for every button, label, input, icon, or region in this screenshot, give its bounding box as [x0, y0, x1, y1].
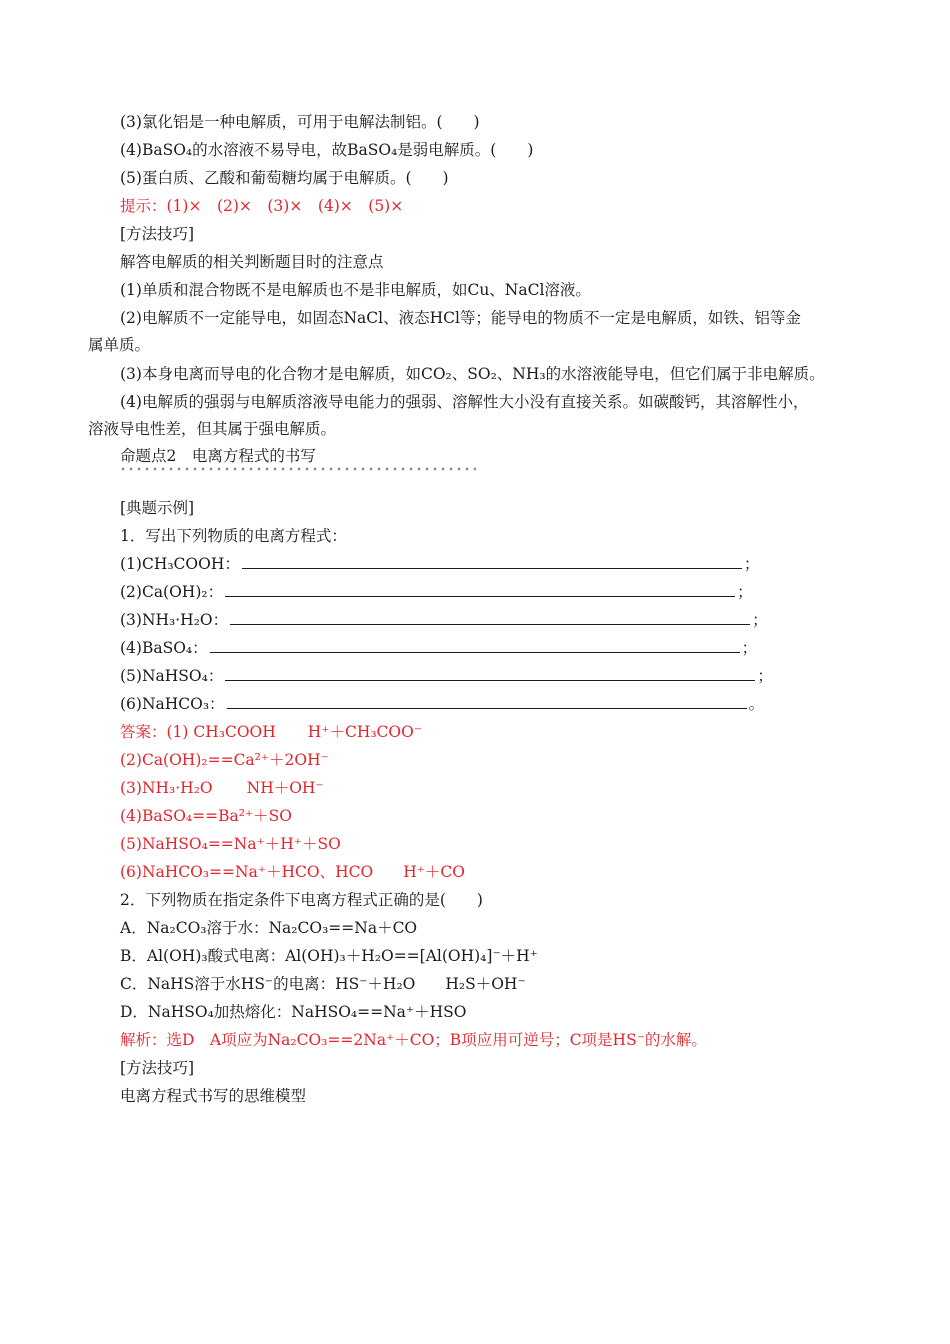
question-2-prompt: 2．下列物质在指定条件下电离方程式正确的是( ): [120, 891, 483, 909]
item-label: (1)CH₃COOH：: [120, 555, 240, 573]
option-d: D．NaHSO₄加热熔化：NaHSO₄==Na⁺＋HSO: [120, 1003, 467, 1021]
section-title: 命题点2 电离方程式的书写: [120, 447, 316, 465]
question-1-prompt: 1．写出下列物质的电离方程式：: [120, 527, 347, 545]
tip-4-line-1: (4)电解质的强弱与电解质溶液导电能力的强弱、溶解性大小没有直接关系。如碳酸钙，其溶解性小，: [120, 393, 809, 411]
item-label: (2)Ca(OH)₂：: [120, 583, 224, 601]
method-tips-heading-1: [方法技巧]: [120, 225, 195, 243]
question-1-item-5: (5)NaHSO₄： ；: [120, 667, 773, 685]
tip-2-line-1: (2)电解质不一定能导电，如固态NaCl、液态HCl等；能导电的物质不一定是电解质，如铁、铝等金: [120, 309, 801, 327]
answer-blank: [225, 666, 755, 681]
explanation: 解析：选D A项应为Na₂CO₃==2Na⁺＋CO；B项应用可逆号；C项是HS⁻的水解。: [120, 1031, 707, 1049]
tip-1: (1)单质和混合物既不是电解质也不是非电解质，如Cu、NaCl溶液。: [120, 281, 591, 299]
method-tips-heading-2: [方法技巧]: [120, 1059, 195, 1077]
question-1-item-6: (6)NaHCO₃： 。: [120, 695, 765, 713]
thinking-model-title: 电离方程式书写的思维模型: [120, 1087, 307, 1105]
hint-answers: 提示：(1)× (2)× (3)× (4)× (5)×: [120, 197, 404, 215]
answer-blank: [230, 610, 750, 625]
answer-3: (3)NH₃·H₂O NH＋OH⁻: [120, 779, 324, 797]
answer-blank: [227, 694, 747, 709]
item-label: (4)BaSO₄：: [120, 639, 208, 657]
answer-blank: [210, 638, 740, 653]
answer-1: 答案：(1) CH₃COOH H⁺＋CH₃COO⁻: [120, 723, 423, 741]
tip-3: (3)本身电离而导电的化合物才是电解质，如CO₂、SO₂、NH₃的水溶液能导电，但它们属于非电解质。: [120, 365, 825, 383]
example-heading: [典题示例]: [120, 499, 195, 517]
statement-3: (3)氯化铝是一种电解质，可用于电解法制铝。( ): [120, 113, 480, 131]
statement-4: (4)BaSO₄的水溶液不易导电，故BaSO₄是弱电解质。( ): [120, 141, 534, 159]
tip-2-line-2: 属单质。: [88, 336, 151, 354]
item-label: (6)NaHCO₃：: [120, 695, 225, 713]
option-c: C．NaHS溶于水HS⁻的电离：HS⁻＋H₂O H₂S＋OH⁻: [120, 975, 526, 993]
option-b: B．Al(OH)₃酸式电离：Al(OH)₃＋H₂O==[Al(OH)₄]⁻＋H⁺: [120, 947, 538, 965]
question-1-item-4: (4)BaSO₄： ；: [120, 639, 758, 657]
option-a: A．Na₂CO₃溶于水：Na₂CO₃==Na＋CO: [120, 919, 418, 937]
answer-6: (6)NaHCO₃==Na⁺＋HCO、HCO H⁺＋CO: [120, 863, 465, 881]
tips-intro: 解答电解质的相关判断题目时的注意点: [120, 253, 384, 271]
question-1-item-3: (3)NH₃·H₂O： ；: [120, 611, 768, 629]
answer-5: (5)NaHSO₄==Na⁺＋H⁺＋SO: [120, 835, 341, 853]
question-1-item-1: (1)CH₃COOH： ；: [120, 555, 760, 573]
answer-blank: [242, 554, 742, 569]
item-label: (3)NH₃·H₂O：: [120, 611, 229, 629]
statement-5: (5)蛋白质、乙酸和葡萄糖均属于电解质。( ): [120, 169, 449, 187]
answer-blank: [225, 582, 735, 597]
item-label: (5)NaHSO₄：: [120, 667, 224, 685]
answer-4: (4)BaSO₄==Ba²⁺＋SO: [120, 807, 292, 825]
tip-4-line-2: 溶液导电性差，但其属于强电解质。: [88, 420, 337, 438]
answer-2: (2)Ca(OH)₂==Ca²⁺＋2OH⁻: [120, 751, 329, 769]
section-title-wavy-underline: [120, 466, 476, 472]
question-1-item-2: (2)Ca(OH)₂： ；: [120, 583, 753, 601]
